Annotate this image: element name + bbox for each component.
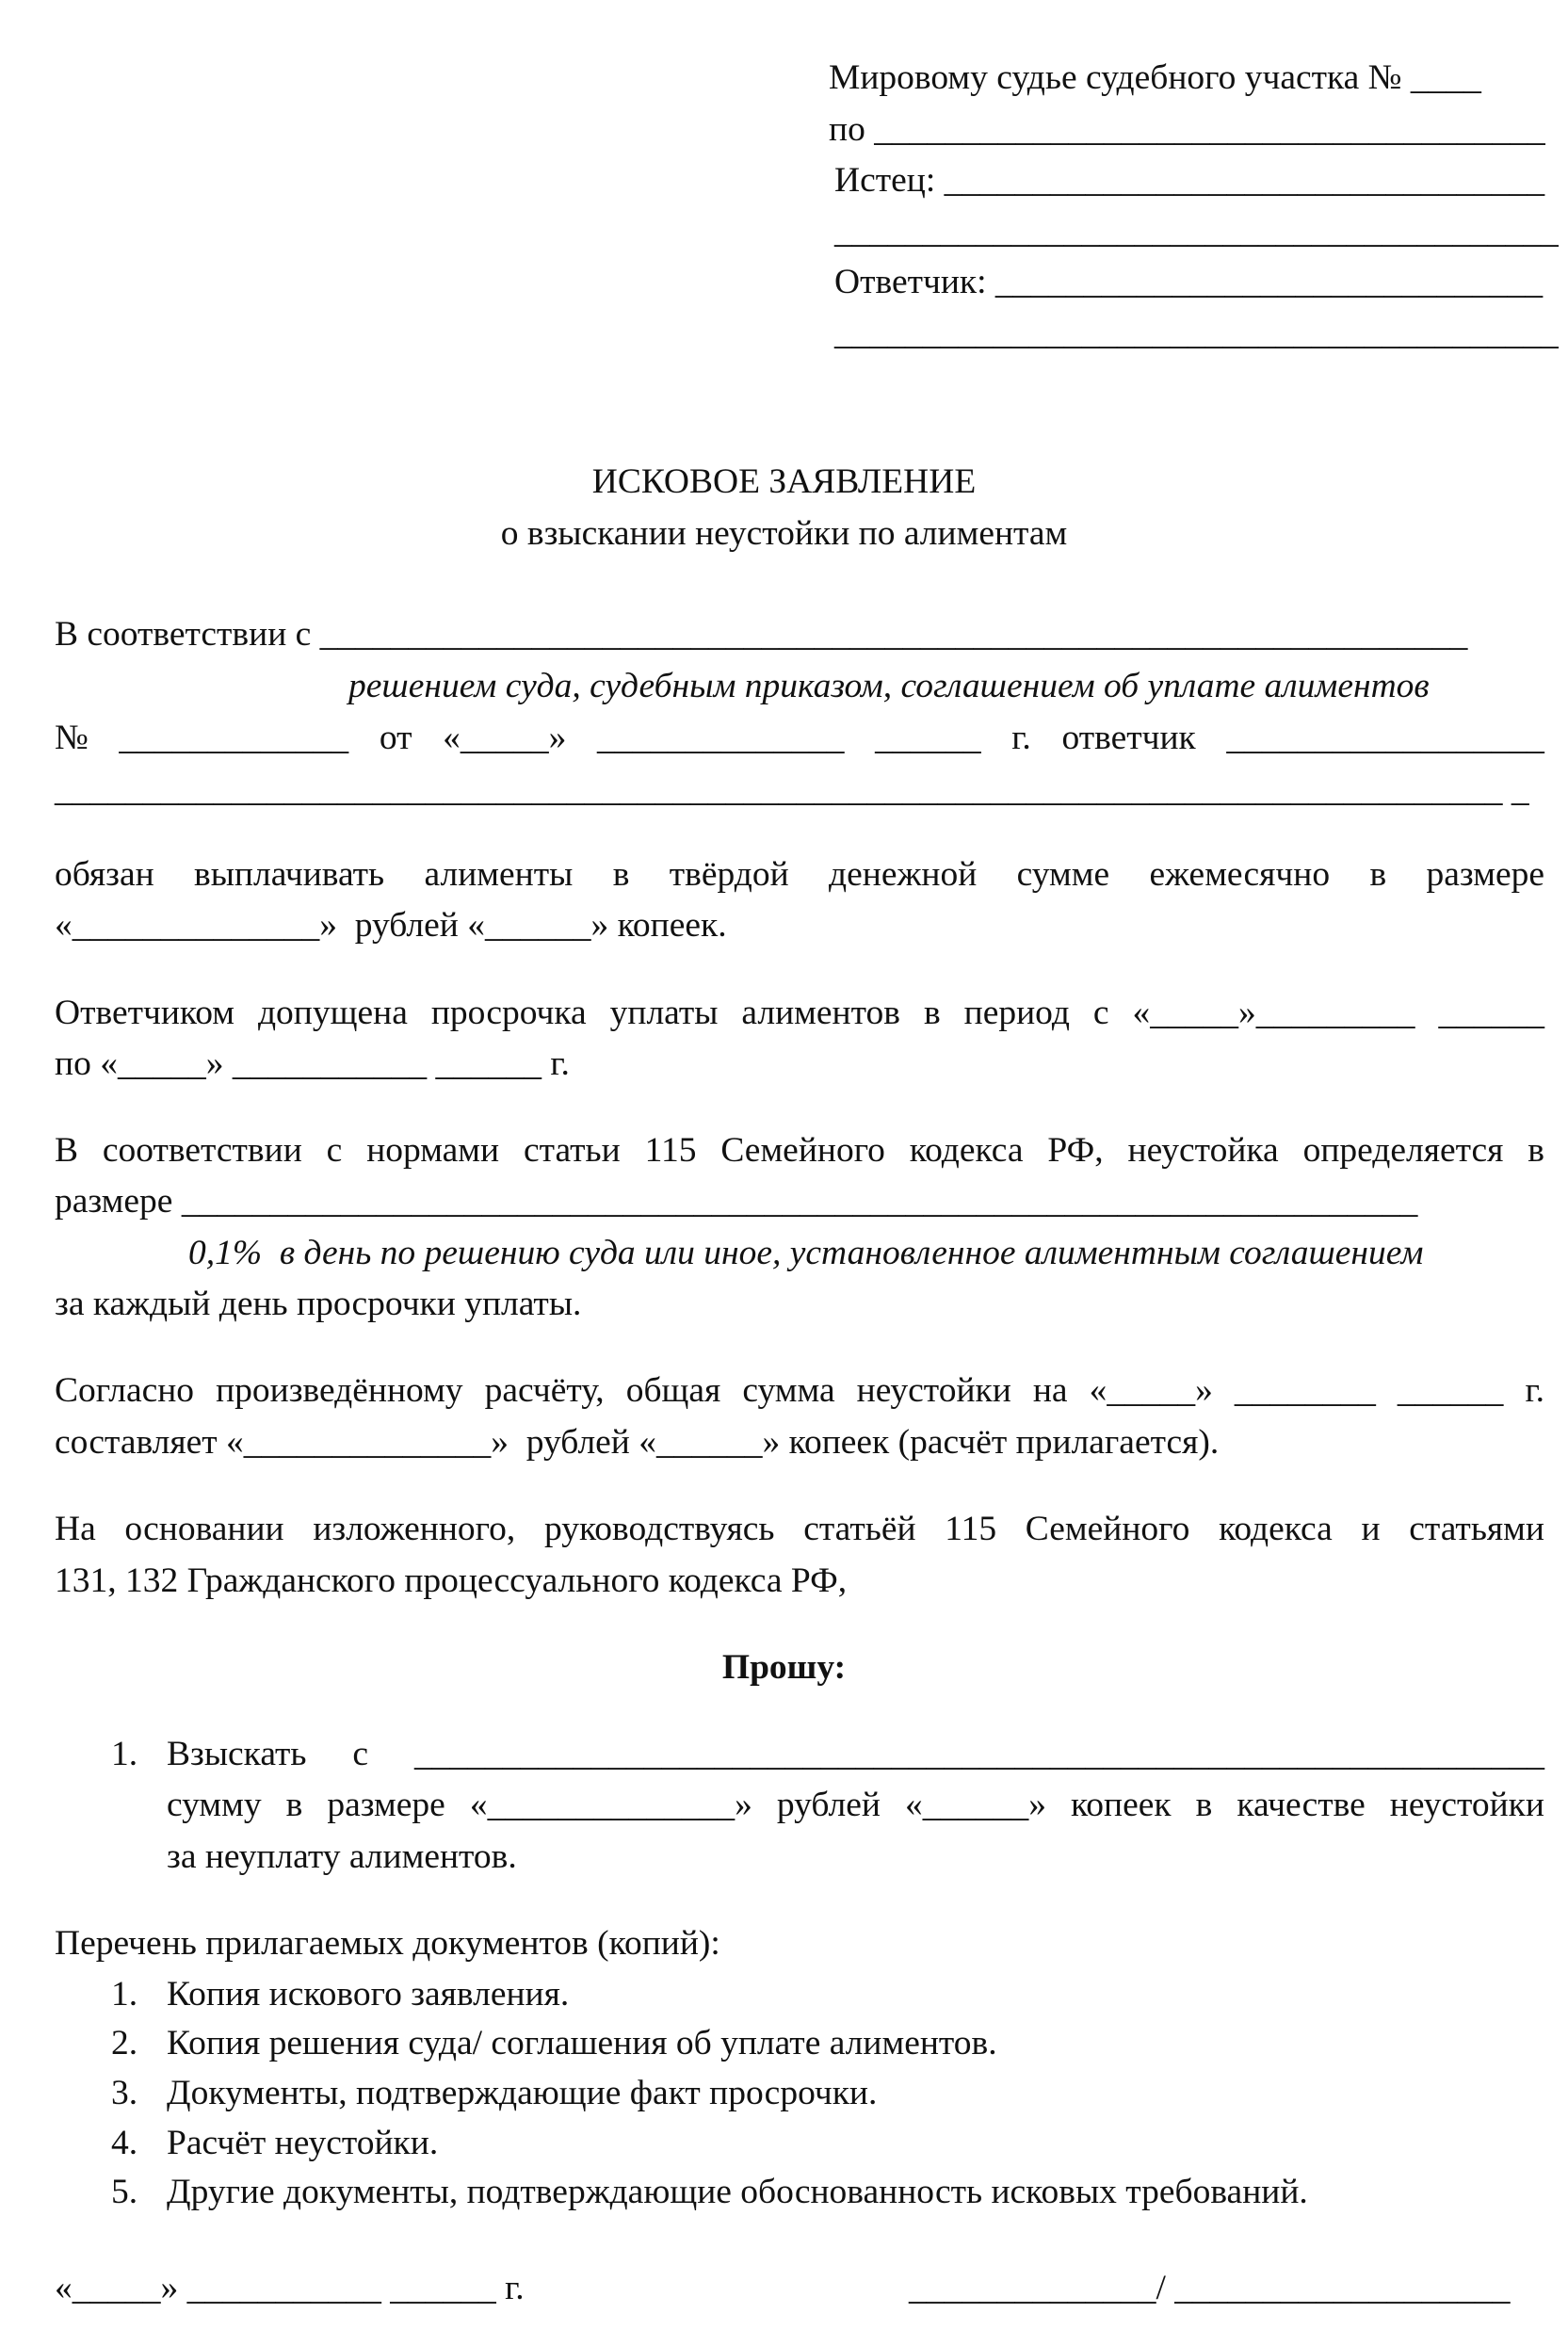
p2-line-2: «______________» рублей «______» копеек. [55, 906, 727, 945]
header-defendant-extra-line: _________________________________________ [834, 314, 1559, 352]
header-plaintiff-extra-line: _________________________________________ [834, 212, 1559, 251]
p4-line-4: за каждый день просрочки уплаты. [55, 1285, 582, 1323]
p2-line-1: обязан выплачивать алименты в твёрдой денежной сумме ежемесячно в размере [55, 855, 1544, 894]
p1-line-4: __________________________________________________________________________________ _ [55, 770, 1529, 809]
attachment-number: 4. [111, 2124, 138, 2162]
attachment-number: 1. [111, 1975, 138, 2014]
p3-line-2: по «_____» ___________ ______ г. [55, 1044, 570, 1083]
p1-line-3: № _____________ от «_____» ______________ ______ г. ответчик __________________ [55, 719, 1544, 757]
request-line-2: сумму в размере «______________» рублей «______» копеек в качестве неустойки [167, 1786, 1544, 1824]
p5-line-1: Согласно произведённому расчёту, общая сумма неустойки на «_____» ________ ______ г. [55, 1371, 1544, 1410]
request-item-number: 1. [111, 1735, 138, 1773]
header-court-address-line: по ______________________________________ [829, 110, 1545, 149]
document-title: ИСКОВОЕ ЗАЯВЛЕНИЕ [591, 462, 977, 501]
p1-line-1: В соответствии с _________________________________________________________________ [55, 615, 1468, 654]
p4-line-1: В соответствии с нормами статьи 115 Семейного кодекса РФ, неустойка определяется в [55, 1131, 1544, 1170]
document-subtitle: о взыскании неустойки по алиментам [500, 514, 1068, 553]
p4-hint: 0,1% в день по решению суда или иное, установленное алиментным соглашением [188, 1234, 1424, 1272]
request-line-3: за неуплату алиментов. [167, 1837, 517, 1876]
attachments-heading: Перечень прилагаемых документов (копий): [55, 1924, 720, 1963]
footer-signature: ______________/ ___________________ [909, 2269, 1511, 2307]
header-court-line: Мировому судье судебного участка № ____ [829, 58, 1481, 97]
attachment-number: 2. [111, 2024, 138, 2062]
attachment-item: Документы, подтверждающие факт просрочки. [167, 2074, 878, 2112]
request-line-1: Взыскать с ________________________________________________________________ [167, 1735, 1544, 1773]
attachment-item: Другие документы, подтверждающие обоснованность исковых требований. [167, 2173, 1308, 2211]
p4-line-2: размере ______________________________________________________________________ [55, 1182, 1418, 1221]
p5-line-2: составляет «______________» рублей «______» копеек (расчёт прилагается). [55, 1423, 1220, 1462]
attachment-number: 3. [111, 2074, 138, 2112]
footer-date: «_____» ___________ ______ г. [55, 2269, 525, 2307]
attachment-number: 5. [111, 2173, 138, 2211]
p6-line-1: На основании изложенного, руководствуясь статьёй 115 Семейного кодекса и статьями [55, 1510, 1544, 1548]
attachment-item: Копия искового заявления. [167, 1975, 570, 2014]
attachment-item: Копия решения суда/ соглашения об уплате алиментов. [167, 2024, 997, 2062]
request-heading: Прошу: [721, 1648, 847, 1687]
p3-line-1: Ответчиком допущена просрочка уплаты алиментов в период с «_____»_________ ______ [55, 994, 1544, 1032]
p1-hint: решением суда, судебным приказом, соглашением об уплате алиментов [348, 667, 1430, 705]
p6-line-2: 131, 132 Гражданского процессуального кодекса РФ, [55, 1561, 848, 1600]
header-plaintiff-line: Истец: __________________________________ [834, 161, 1545, 200]
attachment-item: Расчёт неустойки. [167, 2124, 439, 2162]
header-defendant-line: Ответчик: _______________________________ [834, 263, 1544, 301]
